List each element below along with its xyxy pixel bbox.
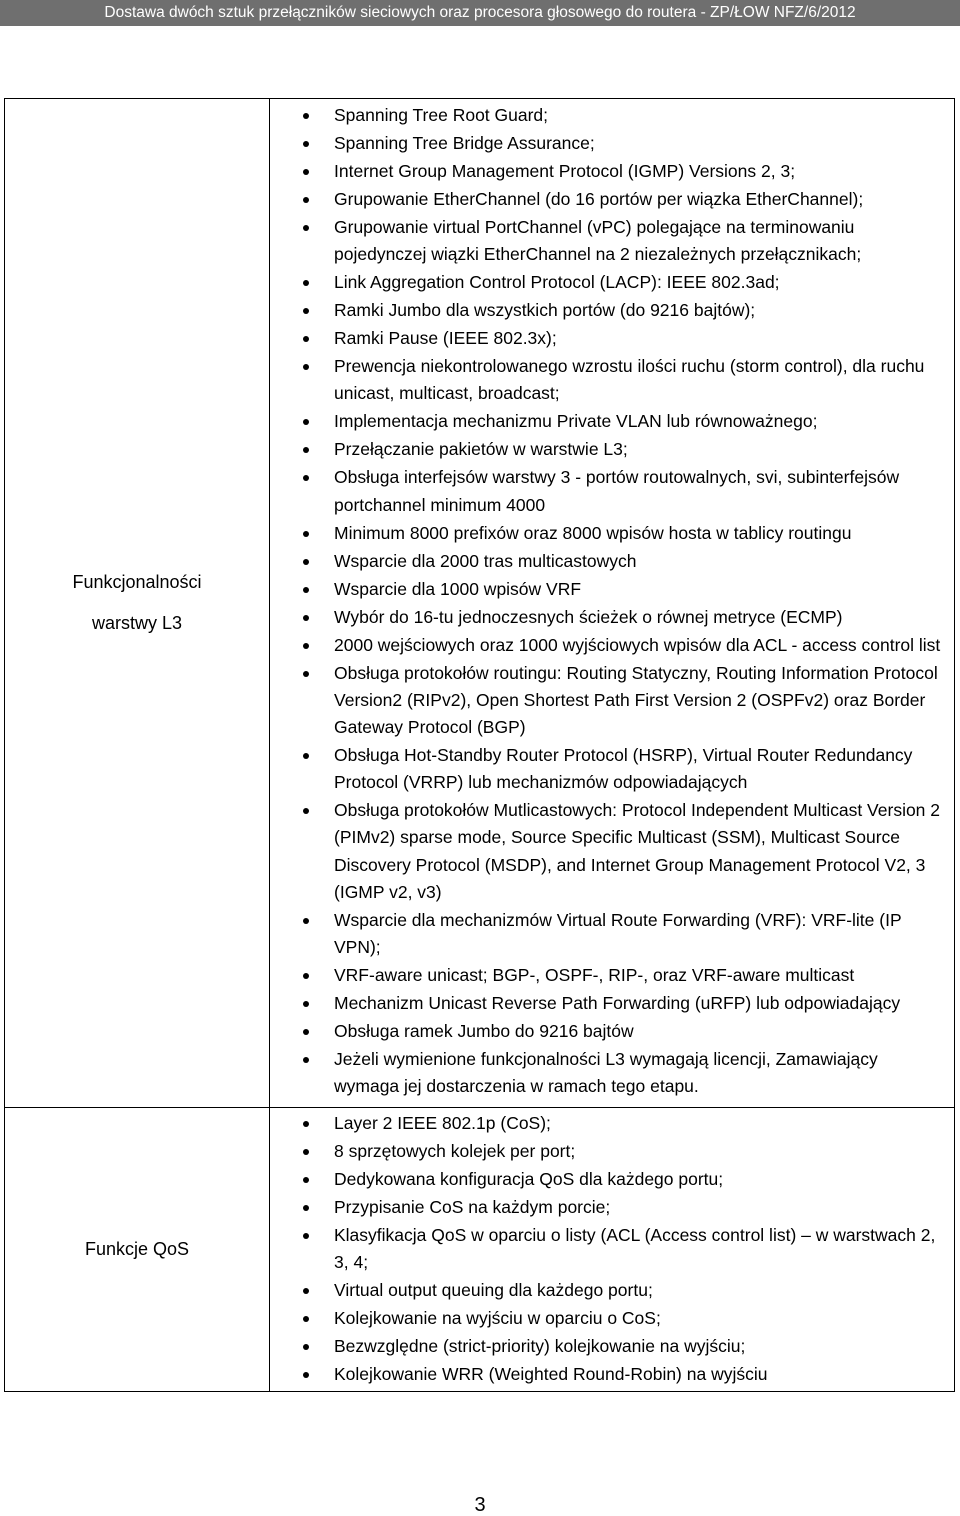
row-label-line: warstwy L3 <box>91 613 183 634</box>
list-item: Prewencja niekontrolowanego wzrostu ilości ruchu (storm control), dla ruchu unicast, multicast, broadcast; <box>270 353 954 407</box>
list-item: Obsługa interfejsów warstwy 3 - portów routowalnych, svi, subinterfejsów portchannel minimum 4000 <box>270 464 954 518</box>
bullet-list-qos <box>270 1108 954 1391</box>
list-item: Minimum 8000 prefixów oraz 8000 wpisów hosta w tablicy routingu <box>270 520 954 547</box>
list-item: Przełączanie pakietów w warstwie L3; <box>270 436 954 463</box>
list-item: Kolejkowanie WRR (Weighted Round-Robin) na wyjściu <box>270 1361 954 1388</box>
list-item: Klasyfikacja QoS w oparciu o listy (ACL (Access control list) – w warstwach 2, 3, 4; <box>270 1222 954 1276</box>
list-item: Mechanizm Unicast Reverse Path Forwarding (uRFP) lub odpowiadający <box>270 990 954 1017</box>
row-content-qos <box>270 1108 955 1392</box>
list-item: Grupowanie virtual PortChannel (vPC) polegające na terminowaniu pojedynczej wiązki EtherChannel na 2 niezależnych przełącznikach; <box>270 214 954 268</box>
list-item: Obsługa ramek Jumbo do 9216 bajtów <box>270 1018 954 1045</box>
list-item: Link Aggregation Control Protocol (LACP): IEEE 802.3ad; <box>270 269 954 296</box>
list-item: Internet Group Management Protocol (IGMP) Versions 2, 3; <box>270 158 954 185</box>
list-item: Kolejkowanie na wyjściu w oparciu o CoS; <box>270 1305 954 1332</box>
list-item: Ramki Pause (IEEE 802.3x); <box>270 325 954 352</box>
table-row-l3 <box>5 99 955 1108</box>
list-item: Wsparcie dla 1000 wpisów VRF <box>270 576 954 603</box>
list-item: Obsługa Hot-Standby Router Protocol (HSRP), Virtual Router Redundancy Protocol (VRRP) lub mechanizmów odpowiadających <box>270 742 954 796</box>
bullet-list-l3 <box>270 99 954 1107</box>
row-content-l3 <box>270 99 955 1108</box>
list-item: Grupowanie EtherChannel (do 16 portów per wiązka EtherChannel); <box>270 186 954 213</box>
list-item: Obsługa protokołów Mutlicastowych: Protocol Independent Multicast Version 2 (PIMv2) sparse mode, Source Specific Multicast (SSM), Multicast Source Discovery Protocol (MSDP), and Internet Group Management Protocol V2, 3 (IGMP v2, v3) <box>270 797 954 906</box>
list-item: Przypisanie CoS na każdym porcie; <box>270 1194 954 1221</box>
list-item: VRF-aware unicast; BGP-, OSPF-, RIP-, oraz VRF-aware multicast <box>270 962 954 989</box>
row-label-line: Funkcjonalności <box>72 571 202 592</box>
list-item: Obsługa protokołów routingu: Routing Statyczny, Routing Information Protocol Version2 (RIPv2), Open Shortest Path First Version 2 (OSPFv2) oraz Border Gateway Protocol (BGP) <box>270 660 954 742</box>
list-item: Spanning Tree Root Guard; <box>270 102 954 129</box>
list-item: Layer 2 IEEE 802.1p (CoS); <box>270 1110 954 1137</box>
list-item: 2000 wejściowych oraz 1000 wyjściowych wpisów dla ACL - access control list <box>270 632 954 659</box>
list-item: Jeżeli wymienione funkcjonalności L3 wymagają licencji, Zamawiający wymaga jej dostarczenia w ramach tego etapu. <box>270 1046 954 1100</box>
document-header <box>0 0 960 26</box>
list-item: 8 sprzętowych kolejek per port; <box>270 1138 954 1165</box>
list-item: Virtual output queuing dla każdego portu; <box>270 1277 954 1304</box>
list-item: Ramki Jumbo dla wszystkich portów (do 9216 bajtów); <box>270 297 954 324</box>
list-item: Bezwzględne (strict-priority) kolejkowanie na wyjściu; <box>270 1333 954 1360</box>
list-item: Wsparcie dla 2000 tras multicastowych <box>270 548 954 575</box>
row-label-l3 <box>5 99 270 1108</box>
specification-table <box>4 98 955 1392</box>
list-item: Wsparcie dla mechanizmów Virtual Route Forwarding (VRF): VRF-lite (IP VPN); <box>270 907 954 961</box>
page-number: 3 <box>474 1494 486 1516</box>
list-item: Dedykowana konfiguracja QoS dla każdego portu; <box>270 1166 954 1193</box>
row-label-qos <box>5 1108 270 1392</box>
list-item: Spanning Tree Bridge Assurance; <box>270 130 954 157</box>
row-label-line: Funkcje QoS <box>84 1239 190 1260</box>
table-row-qos <box>5 1108 955 1392</box>
document-header-title: Dostawa dwóch sztuk przełączników sieciowych oraz procesora głosowego do routera - ZP/ŁOW NFZ/6/2012 <box>104 4 856 21</box>
list-item: Wybór do 16-tu jednoczesnych ścieżek o równej metryce (ECMP) <box>270 604 954 631</box>
list-item: Implementacja mechanizmu Private VLAN lub równoważnego; <box>270 408 954 435</box>
